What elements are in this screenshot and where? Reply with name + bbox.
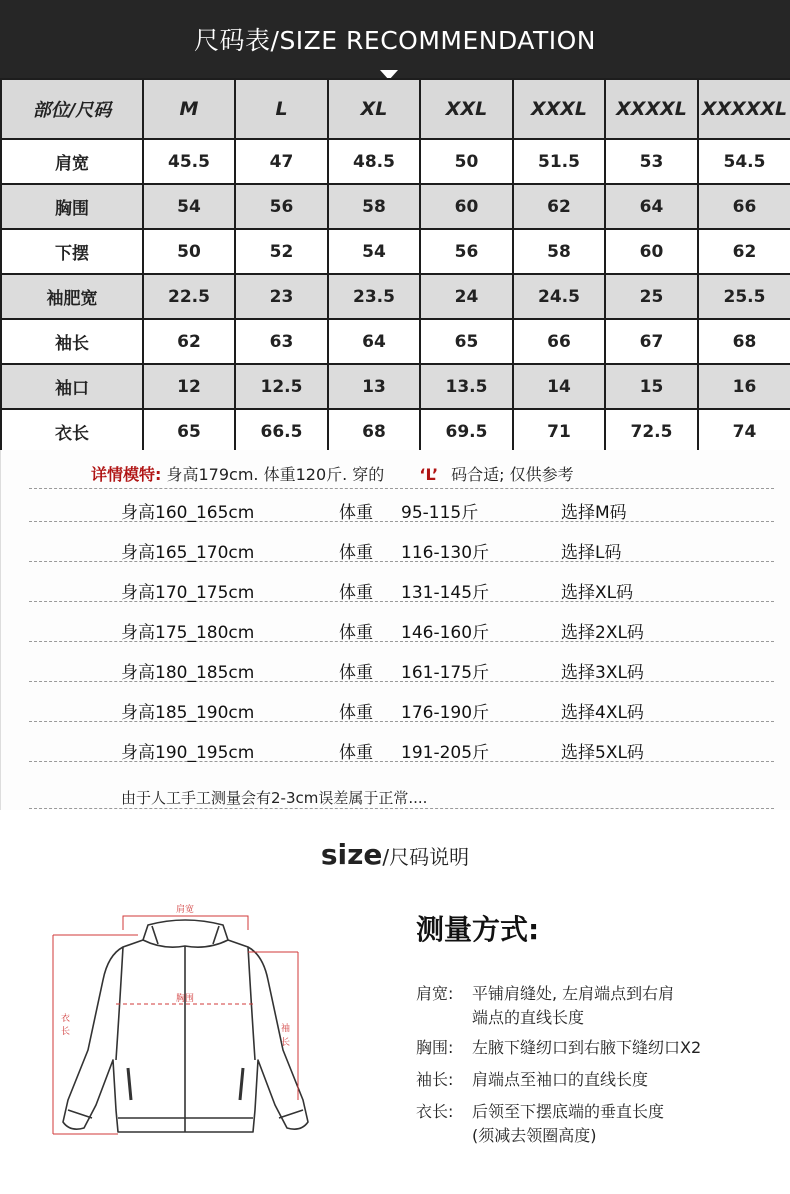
table-cell: 62 — [513, 184, 605, 229]
height-range: 身高170_175cm — [121, 583, 255, 603]
table-cell: 54 — [143, 184, 235, 229]
model-note-label: 详情模特: — [91, 465, 162, 484]
size-header-row — [1, 79, 790, 139]
table-cell: 54.5 — [698, 139, 790, 184]
table-cell: 72.5 — [605, 409, 698, 454]
method-text: 肩端点至袖口的直线长度 — [472, 1070, 649, 1089]
size-choice: 选择5XL码 — [561, 743, 644, 763]
table-cell: 67 — [605, 319, 698, 364]
table-cell: 56 — [235, 184, 328, 229]
table-cell: 71 — [513, 409, 605, 454]
chest-label: 胸围 — [175, 994, 195, 1004]
list-item — [29, 494, 774, 522]
table-cell: 12 — [143, 364, 235, 409]
size-choice: 选择L码 — [561, 543, 622, 563]
method-label: 胸围: — [416, 1038, 454, 1057]
jacket-diagram — [48, 900, 318, 1145]
table-cell: 58 — [513, 229, 605, 274]
weight-range: 176-190斤 — [401, 703, 490, 723]
table-cell: 66 — [698, 184, 790, 229]
row-label: 胸围 — [1, 184, 143, 229]
table-cell: 51.5 — [513, 139, 605, 184]
size-choice: 选择XL码 — [561, 583, 634, 603]
table-cell: 68 — [328, 409, 420, 454]
method-text: 平铺肩缝处, 左肩端点到右肩 — [472, 984, 675, 1003]
table-row — [1, 274, 790, 319]
row-label: 下摆 — [1, 229, 143, 274]
weight-label: 体重 — [339, 743, 373, 763]
table-cell: 16 — [698, 364, 790, 409]
weight-range: 146-160斤 — [401, 623, 490, 643]
list-item — [29, 734, 774, 762]
size-choice: 选择2XL码 — [561, 623, 644, 643]
model-note-size: ‘L’ — [419, 465, 439, 484]
weight-label: 体重 — [339, 543, 373, 563]
size-recommendation-panel — [0, 450, 790, 810]
method-label: 肩宽: — [416, 984, 454, 1003]
table-cell: 24.5 — [513, 274, 605, 319]
size-col-header: XXXXXL — [698, 79, 790, 139]
table-cell: 47 — [235, 139, 328, 184]
method-label: 衣长: — [416, 1102, 454, 1121]
model-note-tail: 码合适; 仅供参考 — [451, 465, 574, 484]
list-item — [29, 614, 774, 642]
measurement-footnote: 由于人工手工测量会有2-3cm误差属于正常.... — [121, 789, 428, 807]
table-cell: 62 — [143, 319, 235, 364]
table-row — [1, 409, 790, 454]
size-section-title — [0, 838, 790, 871]
method-item-chest — [416, 1036, 776, 1060]
weight-label: 体重 — [339, 703, 373, 723]
height-range: 身高185_190cm — [121, 703, 255, 723]
size-col-header: L — [235, 79, 328, 139]
row-label: 袖口 — [1, 364, 143, 409]
method-title: 测量方式: — [416, 913, 540, 946]
height-range: 身高165_170cm — [121, 543, 255, 563]
table-cell: 53 — [605, 139, 698, 184]
weight-range: 116-130斤 — [401, 543, 490, 563]
model-note — [91, 462, 574, 485]
length-label-1: 衣 — [61, 1014, 71, 1024]
row-label: 袖肥宽 — [1, 274, 143, 319]
table-cell: 24 — [420, 274, 513, 319]
table-row — [1, 319, 790, 364]
table-cell: 66 — [513, 319, 605, 364]
table-cell: 13.5 — [420, 364, 513, 409]
list-item — [29, 694, 774, 722]
method-text-cont: 端点的直线长度 — [472, 1008, 585, 1027]
table-cell: 23 — [235, 274, 328, 319]
table-cell: 54 — [328, 229, 420, 274]
sleeve-label-1: 袖 — [281, 1024, 291, 1034]
table-row — [1, 139, 790, 184]
method-text: 左腋下缝纫口到右腋下缝纫口X2 — [472, 1038, 702, 1057]
row-label: 衣长 — [1, 409, 143, 454]
size-choice: 选择3XL码 — [561, 663, 644, 683]
row-label: 肩宽 — [1, 139, 143, 184]
table-cell: 62 — [698, 229, 790, 274]
table-cell: 65 — [420, 319, 513, 364]
list-item — [29, 534, 774, 562]
table-cell: 60 — [605, 229, 698, 274]
weight-label: 体重 — [339, 623, 373, 643]
table-row — [1, 229, 790, 274]
table-cell: 15 — [605, 364, 698, 409]
table-cell: 64 — [328, 319, 420, 364]
table-cell: 52 — [235, 229, 328, 274]
divider — [29, 488, 774, 489]
size-choice: 选择M码 — [561, 503, 627, 523]
table-cell: 25 — [605, 274, 698, 319]
method-text-cont: (须减去领圈高度) — [472, 1126, 597, 1145]
row-label: 袖长 — [1, 319, 143, 364]
table-cell: 48.5 — [328, 139, 420, 184]
header-title: 尺码表/SIZE RECOMMENDATION — [194, 26, 596, 55]
table-cell: 50 — [143, 229, 235, 274]
corner-cell: 部位/尺码 — [1, 79, 143, 139]
weight-range: 131-145斤 — [401, 583, 490, 603]
size-col-header: XXXXL — [605, 79, 698, 139]
table-cell: 12.5 — [235, 364, 328, 409]
list-item — [29, 654, 774, 682]
height-range: 身高160_165cm — [121, 503, 255, 523]
size-col-header: XXXL — [513, 79, 605, 139]
table-cell: 50 — [420, 139, 513, 184]
weight-range: 161-175斤 — [401, 663, 490, 683]
length-label-2: 长 — [61, 1027, 71, 1037]
table-cell: 65 — [143, 409, 235, 454]
shoulder-label: 肩宽 — [175, 905, 195, 915]
table-cell: 60 — [420, 184, 513, 229]
size-col-header: XL — [328, 79, 420, 139]
size-title-bold: size — [320, 838, 383, 871]
size-table — [0, 78, 790, 455]
weight-range: 191-205斤 — [401, 743, 490, 763]
method-item-shoulder — [416, 982, 776, 1030]
table-row — [1, 364, 790, 409]
height-range: 身高190_195cm — [121, 743, 255, 763]
method-item-sleeve — [416, 1068, 776, 1092]
table-cell: 14 — [513, 364, 605, 409]
model-note-text: 身高179cm. 体重120斤. 穿的 — [166, 465, 385, 484]
table-cell: 45.5 — [143, 139, 235, 184]
size-choice: 选择4XL码 — [561, 703, 644, 723]
weight-range: 95-115斤 — [401, 503, 479, 523]
table-cell: 58 — [328, 184, 420, 229]
sleeve-label-2: 长 — [281, 1038, 291, 1048]
table-cell: 74 — [698, 409, 790, 454]
table-cell: 68 — [698, 319, 790, 364]
table-cell: 23.5 — [328, 274, 420, 319]
size-chart-header — [0, 0, 790, 78]
table-cell: 69.5 — [420, 409, 513, 454]
divider — [29, 808, 774, 809]
height-range: 身高180_185cm — [121, 663, 255, 683]
table-cell: 13 — [328, 364, 420, 409]
table-cell: 22.5 — [143, 274, 235, 319]
table-cell: 25.5 — [698, 274, 790, 319]
method-label: 袖长: — [416, 1070, 454, 1089]
weight-label: 体重 — [339, 503, 373, 523]
height-range: 身高175_180cm — [121, 623, 255, 643]
size-col-header: M — [143, 79, 235, 139]
size-col-header: XXL — [420, 79, 513, 139]
weight-label: 体重 — [339, 583, 373, 603]
method-item-length — [416, 1100, 776, 1148]
table-cell: 56 — [420, 229, 513, 274]
table-row — [1, 184, 790, 229]
list-item — [29, 574, 774, 602]
table-cell: 64 — [605, 184, 698, 229]
table-cell: 66.5 — [235, 409, 328, 454]
method-text: 后领至下摆底端的垂直长度 — [472, 1102, 665, 1121]
size-title-rest: /尺码说明 — [382, 845, 470, 869]
weight-label: 体重 — [339, 663, 373, 683]
table-cell: 63 — [235, 319, 328, 364]
